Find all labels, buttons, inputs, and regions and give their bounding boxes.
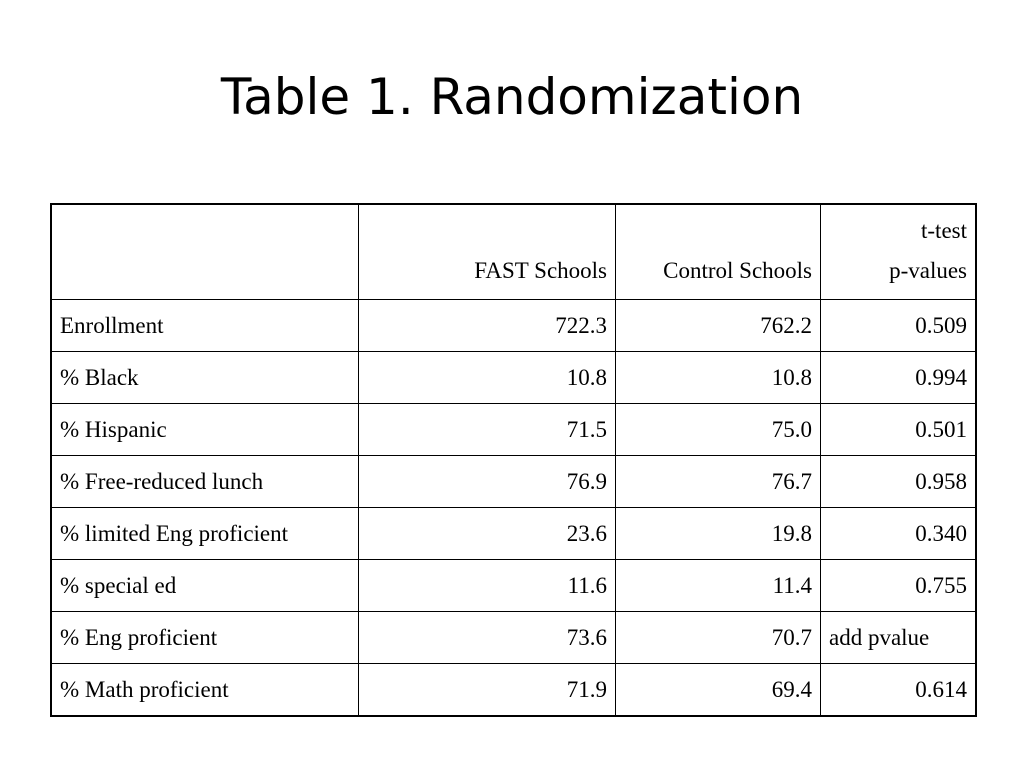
header-p-values-line1: t-test bbox=[921, 218, 967, 243]
header-label-cell bbox=[51, 204, 359, 300]
row-label: % Free-reduced lunch bbox=[51, 456, 359, 508]
table-row bbox=[51, 352, 976, 404]
p-value: 0.340 bbox=[821, 508, 977, 560]
fast-value: 23.6 bbox=[359, 508, 616, 560]
table-body bbox=[51, 300, 976, 717]
table-row bbox=[51, 404, 976, 456]
control-value: 70.7 bbox=[616, 612, 821, 664]
header-row bbox=[51, 204, 976, 300]
fast-value: 73.6 bbox=[359, 612, 616, 664]
fast-value: 10.8 bbox=[359, 352, 616, 404]
fast-value: 71.5 bbox=[359, 404, 616, 456]
row-label: % Math proficient bbox=[51, 664, 359, 717]
row-label: Enrollment bbox=[51, 300, 359, 352]
control-value: 19.8 bbox=[616, 508, 821, 560]
table-row bbox=[51, 456, 976, 508]
fast-value: 76.9 bbox=[359, 456, 616, 508]
p-value: 0.958 bbox=[821, 456, 977, 508]
control-value: 75.0 bbox=[616, 404, 821, 456]
control-value: 762.2 bbox=[616, 300, 821, 352]
fast-value: 722.3 bbox=[359, 300, 616, 352]
header-fast-schools: FAST Schools bbox=[359, 204, 616, 300]
table-row bbox=[51, 664, 976, 717]
p-value: 0.614 bbox=[821, 664, 977, 717]
p-value: 0.509 bbox=[821, 300, 977, 352]
table-row bbox=[51, 508, 976, 560]
control-value: 69.4 bbox=[616, 664, 821, 717]
header-p-values bbox=[821, 204, 977, 300]
control-value: 11.4 bbox=[616, 560, 821, 612]
table-row bbox=[51, 300, 976, 352]
row-label: % limited Eng proficient bbox=[51, 508, 359, 560]
control-value: 76.7 bbox=[616, 456, 821, 508]
p-value: 0.755 bbox=[821, 560, 977, 612]
p-value: 0.994 bbox=[821, 352, 977, 404]
row-label: % Eng proficient bbox=[51, 612, 359, 664]
fast-value: 71.9 bbox=[359, 664, 616, 717]
p-value: 0.501 bbox=[821, 404, 977, 456]
table-row bbox=[51, 612, 976, 664]
slide-title: Table 1. Randomization bbox=[220, 68, 804, 126]
randomization-table bbox=[50, 203, 977, 717]
row-label: % Black bbox=[51, 352, 359, 404]
p-value: add pvalue bbox=[821, 612, 977, 664]
header-control-schools: Control Schools bbox=[616, 204, 821, 300]
header-p-values-line2: p-values bbox=[889, 258, 967, 283]
fast-value: 11.6 bbox=[359, 560, 616, 612]
row-label: % Hispanic bbox=[51, 404, 359, 456]
control-value: 10.8 bbox=[616, 352, 821, 404]
row-label: % special ed bbox=[51, 560, 359, 612]
table-row bbox=[51, 560, 976, 612]
table-header bbox=[51, 204, 976, 300]
